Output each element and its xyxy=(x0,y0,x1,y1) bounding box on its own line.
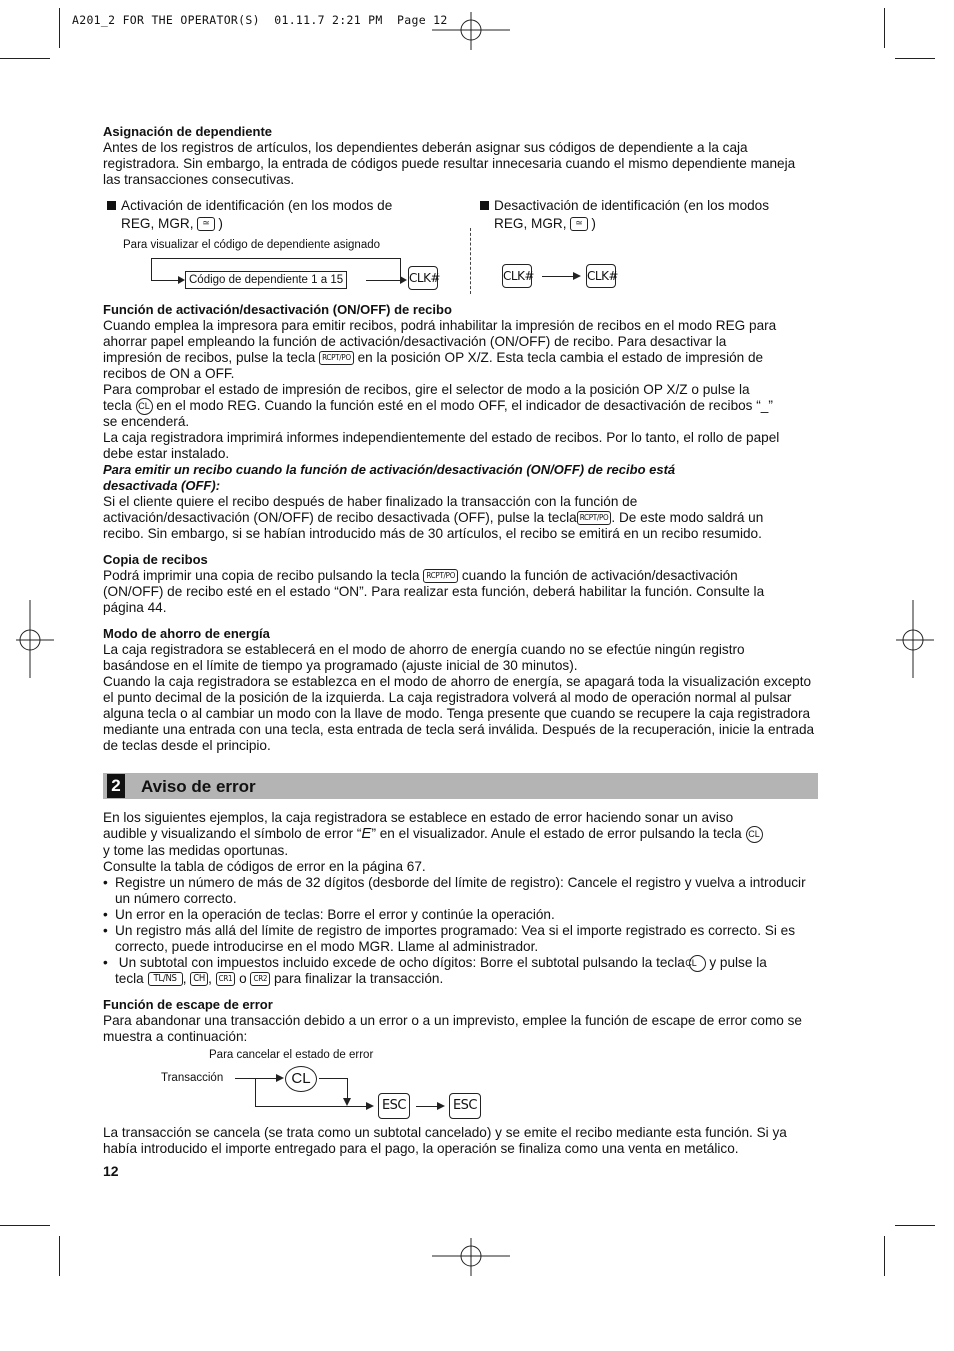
print-slug: A201_2 FOR THE OPERATOR(S) 01.11.7 2:21 PM Page 12 xyxy=(72,13,448,27)
clk-key: CLK# xyxy=(586,264,616,288)
flow-line xyxy=(416,1106,438,1107)
onoff-line: se encenderá. xyxy=(103,414,190,429)
arrow-right-icon xyxy=(573,272,581,280)
onoff-line: tecla CL en el modo REG. Cuando la función esté en el modo OFF, el indicador de desactivación de recibos “_” xyxy=(103,398,773,414)
cl-key: CL xyxy=(285,1066,317,1092)
section-heading-ahorro: Modo de ahorro de energía xyxy=(103,626,270,641)
esc-key: ESC xyxy=(378,1093,410,1119)
escape-body: Para abandonar una transacción debido a un error o a un imprevisto, emplee la función de escape de error como se muestra a continuación: xyxy=(103,1013,802,1044)
crop-mark xyxy=(59,1236,60,1276)
registration-mark-icon xyxy=(16,600,56,680)
clk-key: CLK# xyxy=(502,264,532,288)
onoff-line: Cuando emplea la impresora para emitir recibos, podrá inhabilitar la impresión de recibos en el modo REG para xyxy=(103,318,777,333)
cl-key: CL xyxy=(689,955,706,972)
error-bullet: • Un error en la operación de teclas: Borre el error y continúe la operación. xyxy=(103,907,835,923)
activation-label: Activación de identificación (en los modos de REG, MGR, ≃ ) xyxy=(107,197,392,233)
flow-line xyxy=(151,258,152,280)
onoff-line: recibo. Sin embargo, si se habían introducido más de 30 artículos, el recibo se emitirá en un recibo resumido. xyxy=(103,526,762,541)
flow-line xyxy=(151,258,401,259)
section-title: Aviso de error xyxy=(141,777,256,796)
flow-line xyxy=(347,1078,348,1100)
esc-key: ESC xyxy=(449,1093,481,1119)
section-heading-escape: Función de escape de error xyxy=(103,997,273,1012)
arrow-right-icon xyxy=(437,1102,445,1110)
escape-after: La transacción se cancela (se trata como un subtotal cancelado) y se emite el recibo mediante esta función. Si ya había introducido el importe entregado para el pago, la operación se finaliza como una venta en metálico. xyxy=(103,1125,787,1156)
rcpt-key: RCPT/PO xyxy=(577,511,612,525)
cr1-key: CR1 xyxy=(216,972,236,986)
flow-line xyxy=(235,1078,279,1079)
error-line: audible y visualizando el símbolo de error “E” en el visualizador. Anule el estado de error pulsando la tecla CL xyxy=(103,826,823,843)
flow-line xyxy=(542,276,574,277)
error-symbol: E xyxy=(361,825,372,843)
onoff-line: ahorrar papel empleando la función de activación/desactivación (ON/OFF) de recibo. Para desactivar la xyxy=(103,334,727,349)
arrow-right-icon xyxy=(366,1102,374,1110)
flow-line xyxy=(319,1078,347,1079)
display-hint: Para visualizar el código de dependiente asignado xyxy=(123,239,381,251)
registration-mark-icon xyxy=(896,600,936,680)
copia-line: Podrá imprimir una copia de recibo pulsando la tecla RCPT/PO cuando la función de activación/desactivación xyxy=(103,568,738,583)
mode-key-icon: ≃ xyxy=(570,217,587,231)
copia-line: (ON/OFF) de recibo esté en el estado “ON”. Para realizar esta función, deberá habilitar la función. Consulte la xyxy=(103,584,765,599)
arrow-down-icon xyxy=(343,1098,351,1106)
ahorro-body2: Cuando la caja registradora se establezca en el modo de ahorro de energía, se apagará toda la visualización excepto el punto decimal de la posición de la izquierda. La caja registradora volverá al modo de operación normal al pulsar alguna tecla o al cambiar un modo con la llave de modo. Tenga presente que cuando se recupere la caja registradora mediante una entrada con una tecla, esta entrada de tecla será inválida. Después de la recuperación, inicie la entrada de teclas desde el principio. xyxy=(103,674,815,753)
crop-mark xyxy=(895,1225,935,1226)
crop-mark xyxy=(0,1225,50,1226)
crop-mark xyxy=(895,58,935,59)
onoff-line: recibos de ON a OFF. xyxy=(103,366,235,381)
onoff-line: debe estar instalado. xyxy=(103,446,230,461)
section-heading-onoff: Función de activación/desactivación (ON/OFF) de recibo xyxy=(103,302,452,317)
arrow-right-icon xyxy=(276,1074,284,1082)
flow-line xyxy=(255,1078,256,1107)
onoff-line: Si el cliente quiere el recibo después de haber finalizado la transacción con la función de xyxy=(103,494,638,509)
mode-key-icon: ≃ xyxy=(197,217,214,231)
crop-mark xyxy=(884,8,885,48)
error-line: y tome las medidas oportunas. xyxy=(103,843,289,858)
rcpt-key: RCPT/PO xyxy=(319,351,354,365)
bullet-square-icon xyxy=(480,201,489,210)
code-box: Código de dependiente 1 a 15 xyxy=(185,271,347,289)
flow-line xyxy=(255,1106,367,1107)
escape-hint: Para cancelar el estado de error xyxy=(209,1049,374,1061)
rcpt-key: RCPT/PO xyxy=(423,569,458,583)
cr2-key: CR2 xyxy=(250,972,270,986)
page-number: 12 xyxy=(103,1163,119,1179)
error-bullet: • Registre un número de más de 32 dígitos (desborde del límite de registro): Cancele el registro y vuelva a introducir un número correcto. xyxy=(103,875,815,907)
error-line: En los siguientes ejemplos, la caja registradora se establece en estado de error haciendo sonar un aviso xyxy=(103,810,734,825)
error-bullet: • Un subtotal con impuestos incluido excede de ocho dígitos: Borre el subtotal pulsando la tecla CL y pulse la xyxy=(103,955,835,972)
cl-key: CL xyxy=(136,398,153,415)
ch-key: CH xyxy=(190,972,208,986)
error-line: Consulte la tabla de códigos de error en la página 67. xyxy=(103,859,426,874)
onoff-line: activación/desactivación (ON/OFF) de recibo desactivada (OFF), pulse la tecla RCPT/PO . De este modo saldrá un xyxy=(103,510,764,525)
transaction-label: Transacción xyxy=(161,1072,224,1084)
bullet-square-icon xyxy=(107,201,116,210)
crop-mark xyxy=(0,58,50,59)
tlns-key: TL/NS xyxy=(148,972,183,986)
arrow-right-icon xyxy=(178,276,185,284)
deactivation-label: Desactivación de identificación (en los modos REG, MGR, ≃ ) xyxy=(480,197,769,233)
copia-line: página 44. xyxy=(103,600,167,615)
arrow-right-icon xyxy=(400,276,407,284)
registration-mark-icon xyxy=(432,1238,512,1278)
italic-heading: Para emitir un recibo cuando la función de activación/desactivación (ON/OFF) de recibo está xyxy=(103,462,676,477)
error-line: tecla TL/NS , CH , CR1 o CR2 para finalizar la transacción. xyxy=(115,971,444,986)
cl-key: CL xyxy=(746,826,763,843)
crop-mark xyxy=(884,1236,885,1276)
onoff-line: La caja registradora imprimirá informes independientemente del estado de recibos. Por lo tanto, el rollo de papel xyxy=(103,430,780,445)
asignacion-body: Antes de los registros de artículos, los dependientes deberán asignar sus códigos de dependiente a la caja registradora. Sin embargo, la entrada de códigos puede resultar innecesaria cuando el mismo dependiente maneja las transacciones consecutivas. xyxy=(103,140,796,187)
section-number: 2 xyxy=(107,774,125,798)
section-heading-copia: Copia de recibos xyxy=(103,552,208,567)
onoff-line: Para comprobar el estado de impresión de recibos, gire el selector de modo a la posición OP X/Z o pulse la xyxy=(103,382,750,397)
clk-key: CLK# xyxy=(408,266,438,290)
ahorro-body: La caja registradora se establecerá en el modo de ahorro de energía cuando no se efectúe ningún registro basándose en el límite de tiempo ya programado (ajuste inicial de 30 minutos). xyxy=(103,642,745,673)
error-bullet: • Un registro más allá del límite de registro de importes programado: Vea si el importe registrado es correcto. Si es correcto, puede introducirse en el modo MGR. Llame al administrador. xyxy=(103,923,835,955)
flow-line xyxy=(366,280,400,281)
section-heading-asignacion: Asignación de dependiente xyxy=(103,124,273,139)
divider-dashed xyxy=(470,228,471,294)
italic-heading: desactivada (OFF): xyxy=(103,478,221,493)
onoff-line: impresión de recibos, pulse la tecla RCPT/PO en la posición OP X/Z. Esta tecla cambia el estado de impresión de xyxy=(103,350,764,365)
crop-mark xyxy=(59,8,60,48)
